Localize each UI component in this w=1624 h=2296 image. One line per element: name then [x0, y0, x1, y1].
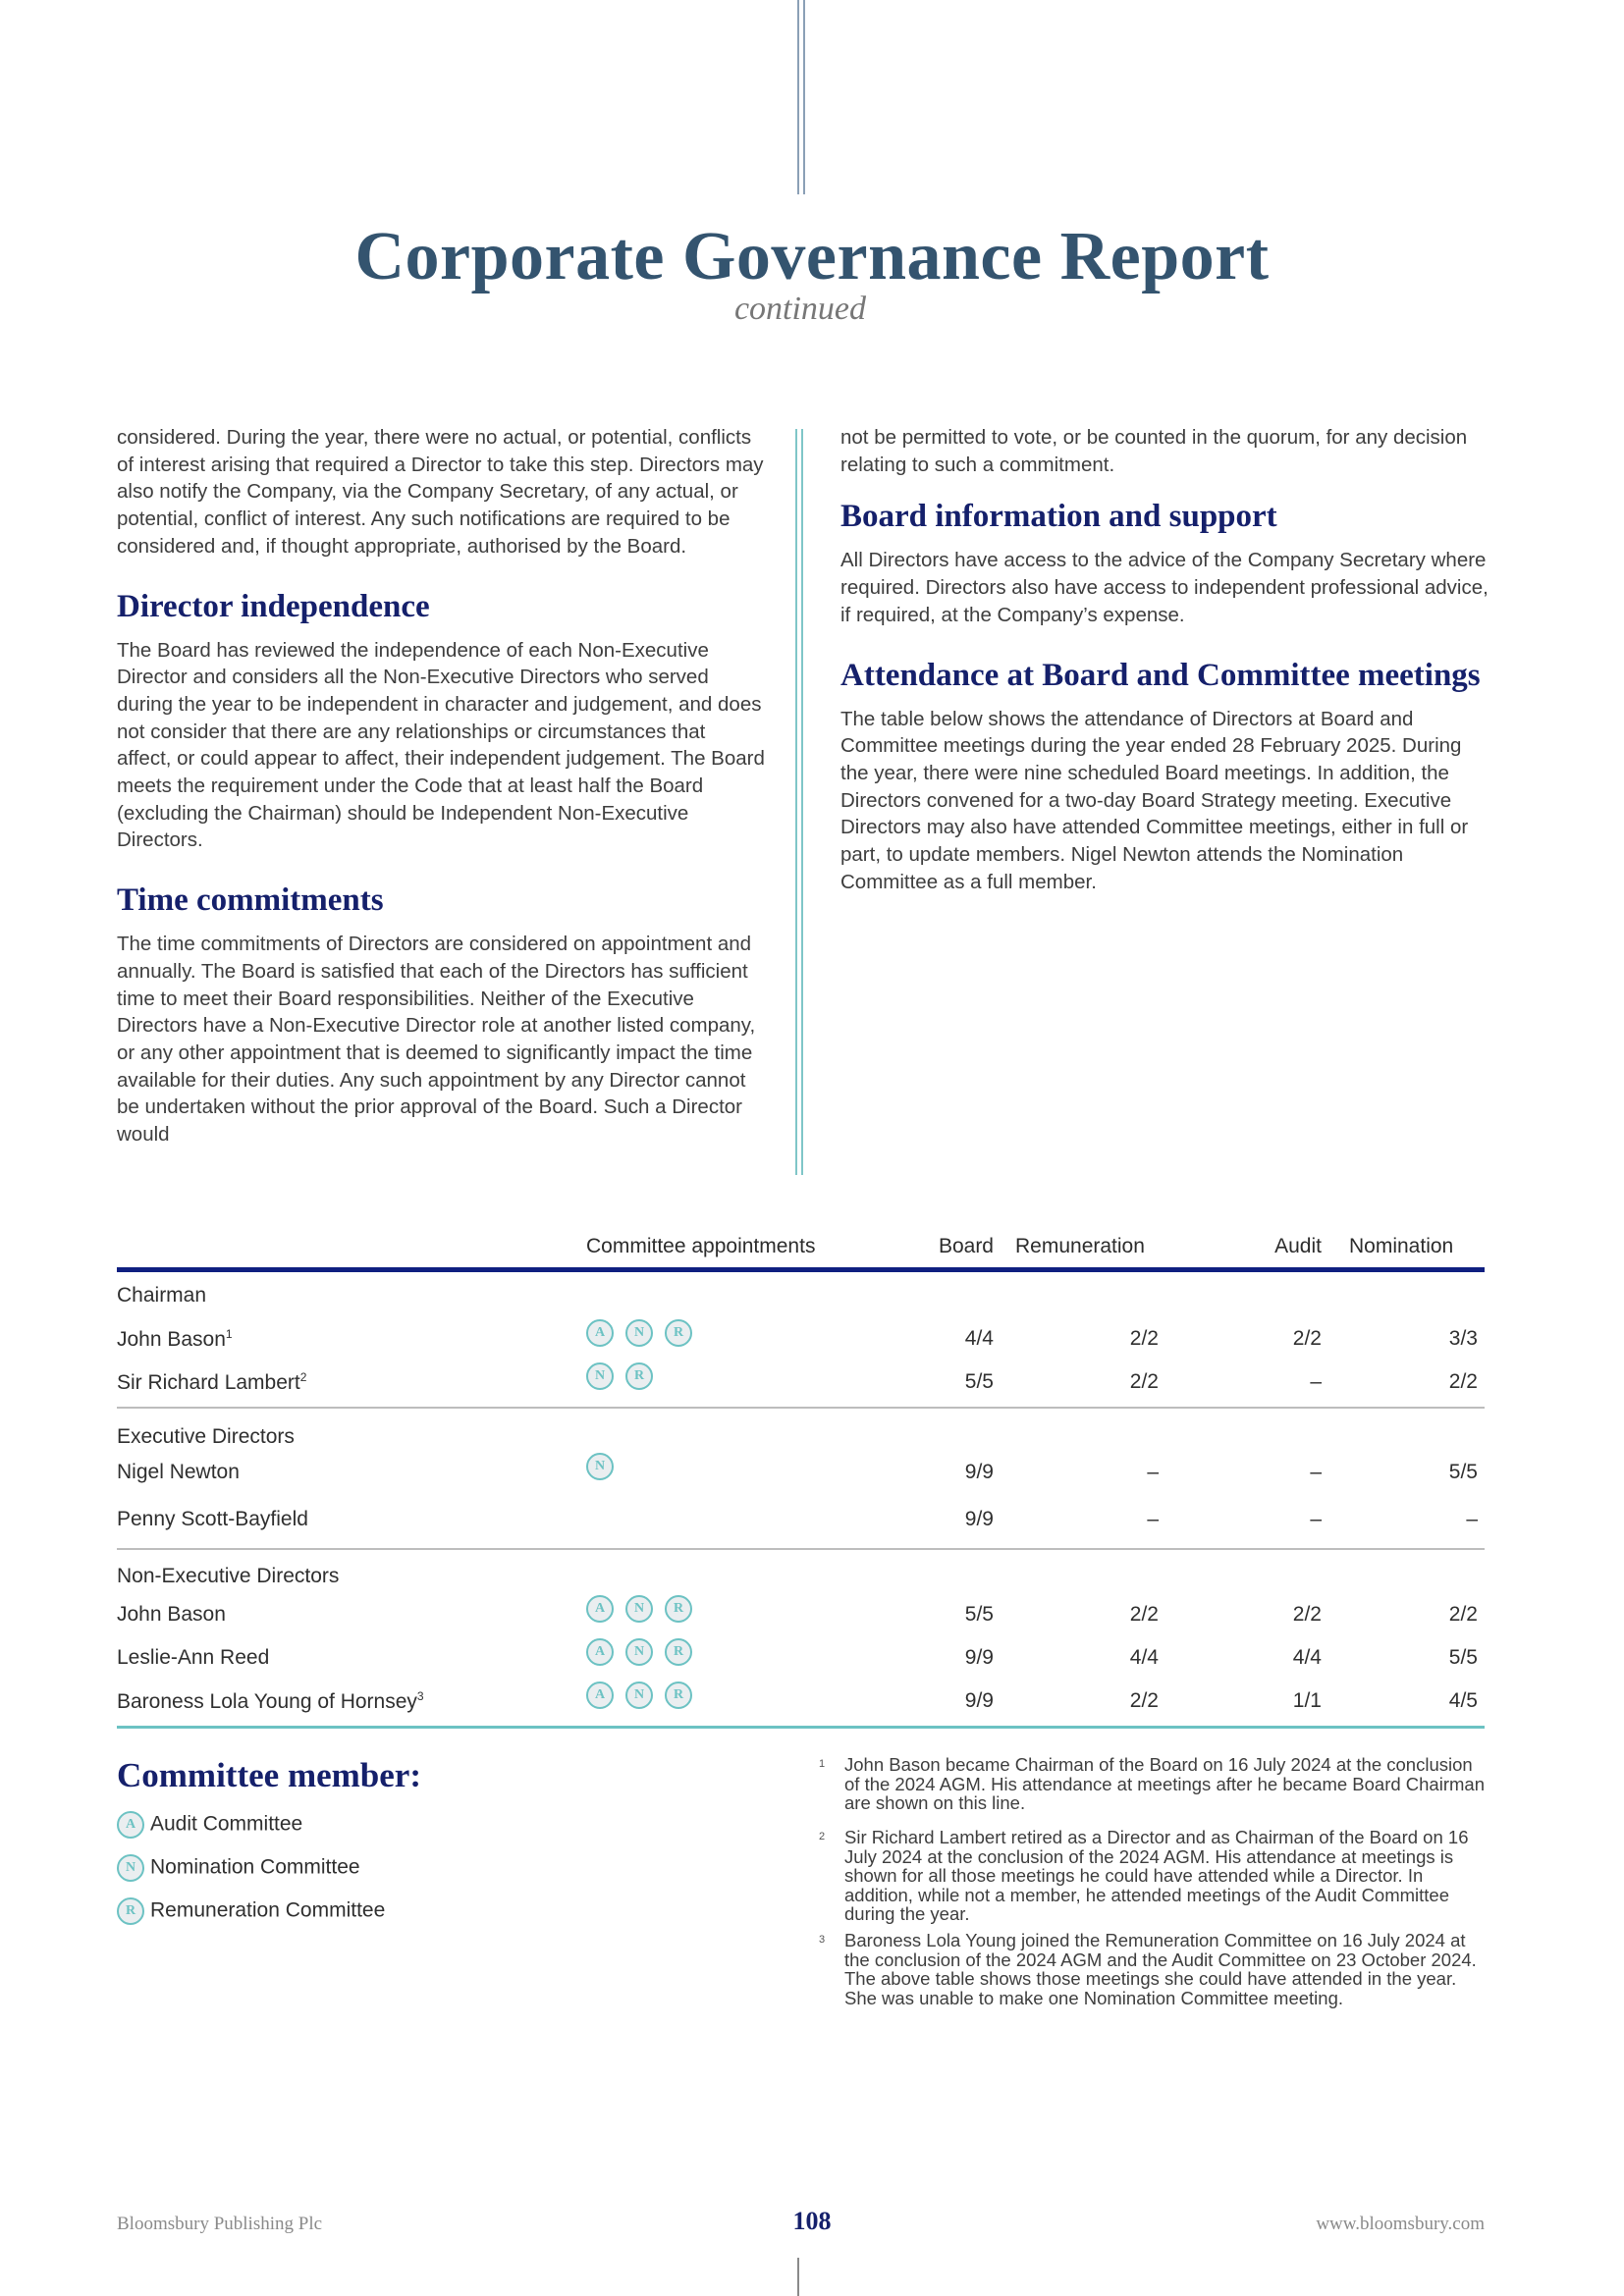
page-title: Corporate Governance Report: [354, 219, 1270, 294]
table-bottom-rule: [117, 1726, 1485, 1729]
top-decorative-line: [797, 0, 799, 194]
section-heading-attendance: Attendance at Board and Committee meetings: [840, 657, 1481, 693]
director-name-text: John Bason: [117, 1603, 226, 1626]
footnote-mark: 3: [819, 1934, 826, 1946]
legend-item-nomination: [117, 1854, 360, 1882]
footnote-reference: 1: [225, 1327, 233, 1341]
committee-badges: [586, 1682, 704, 1709]
nomination-badge-icon: N: [625, 1682, 653, 1709]
nomination-badge-icon: N: [625, 1595, 653, 1623]
footnote-mark: 2: [819, 1831, 826, 1842]
nomination-badge-icon: N: [586, 1362, 614, 1390]
footnote: [819, 1755, 1487, 1813]
audit-attendance: 2/2: [1292, 1327, 1322, 1350]
remuneration-attendance: 2/2: [1129, 1603, 1159, 1626]
footnote: [819, 1828, 1487, 1924]
legend-label: Nomination Committee: [150, 1855, 360, 1879]
section-body-time-commitments: The time commitments of Directors are considered on appointment and annually. The Board is satisfied that each of the Directors has sufficient time to meet their Board responsibilities. Neither of the Executive Directors have a Non-Executive Director role at another listed company, or any other appointment that is deemed to significantly impact the time available for their duties. Any such appointment by any Director cannot be undertaken without the prior approval of the Board. Such a Director would: [117, 933, 756, 1147]
nomination-attendance: 3/3: [1448, 1327, 1478, 1350]
page-number: 108: [792, 2207, 832, 2235]
audit-attendance: –: [1310, 1461, 1322, 1483]
audit-attendance: 1/1: [1292, 1689, 1322, 1712]
committee-badges: [586, 1595, 704, 1623]
remuneration-badge-icon: R: [665, 1319, 692, 1347]
director-name: [117, 1646, 269, 1670]
board-attendance: 5/5: [964, 1370, 994, 1393]
footnote-text: Baroness Lola Young joined the Remuneration Committee on 16 July 2024 at the conclusion of the 2024 AGM and the Audit Committee on 23 October 2024. The above table shows those meetings she could have attended in the year. She was unable to make one Nomination Committee meeting.: [844, 1930, 1477, 2008]
footnote-text: Sir Richard Lambert retired as a Director and as Chairman of the Board on 16 July 2024 at the conclusion of the 2024 AGM. His attendance at meetings is shown for all those meetings he could have attended while a Director. In addition, while not a member, he attended meetings of the Audit Committee during the year.: [844, 1827, 1469, 1924]
remuneration-badge-icon: R: [665, 1682, 692, 1709]
committee-badges: [586, 1362, 665, 1390]
remuneration-attendance: –: [1147, 1508, 1159, 1530]
board-attendance: 5/5: [964, 1603, 994, 1626]
nomination-attendance: 2/2: [1448, 1603, 1478, 1626]
nomination-badge-icon: N: [625, 1638, 653, 1666]
committee-badges: [586, 1453, 625, 1480]
nomination-badge-icon: N: [586, 1453, 614, 1480]
remuneration-attendance: 4/4: [1129, 1646, 1159, 1669]
column-header-committee-appointments: Committee appointments: [586, 1235, 816, 1257]
nomination-badge-icon: N: [625, 1319, 653, 1347]
legend-label: Audit Committee: [150, 1812, 303, 1836]
section-heading-director-independence: Director independence: [117, 588, 430, 624]
column-header-remuneration: Remuneration: [1015, 1235, 1145, 1257]
audit-badge-icon: A: [586, 1638, 614, 1666]
section-body-director-independence: The Board has reviewed the independence of each Non-Executive Director and considers all the Non-Executive Directors who served during the year to be independent in character and judgement, and does not consider that there are any relationships or circumstances that affect, or could appear to affect, their independent judgement. The Board meets the requirement under the Code that at least half the Board (excluding the Chairman) should be Independent Non-Executive Directors.: [117, 638, 765, 852]
board-attendance: 9/9: [964, 1689, 994, 1712]
remuneration-badge-icon: R: [665, 1638, 692, 1666]
nomination-attendance: 2/2: [1448, 1370, 1478, 1393]
left-column: [117, 424, 765, 1148]
section-heading-time-commitments: Time commitments: [117, 882, 384, 919]
director-name: [117, 1689, 424, 1714]
audit-badge-icon: A: [586, 1682, 614, 1709]
board-attendance: 9/9: [964, 1508, 994, 1530]
director-name: [117, 1508, 308, 1531]
director-name: [117, 1327, 233, 1352]
group-label: Chairman: [117, 1284, 207, 1307]
column-header-board: Board: [938, 1235, 994, 1257]
remuneration-committee-badge-icon: R: [117, 1897, 144, 1925]
nomination-attendance: 5/5: [1448, 1461, 1478, 1483]
top-decorative-line: [803, 0, 805, 194]
column-divider: [795, 429, 797, 1175]
column-divider: [801, 429, 803, 1175]
audit-badge-icon: A: [586, 1319, 614, 1347]
audit-attendance: –: [1310, 1508, 1322, 1530]
group-divider: [117, 1548, 1485, 1550]
audit-committee-badge-icon: A: [117, 1811, 144, 1839]
director-name: [117, 1603, 226, 1627]
audit-attendance: –: [1310, 1370, 1322, 1393]
nomination-attendance: 4/5: [1448, 1689, 1478, 1712]
remuneration-badge-icon: R: [665, 1595, 692, 1623]
remuneration-attendance: 2/2: [1129, 1689, 1159, 1712]
footnote-reference: 3: [416, 1689, 424, 1703]
page-subtitle: continued: [733, 291, 867, 327]
group-label: Non-Executive Directors: [117, 1565, 340, 1587]
legend-label: Remuneration Committee: [150, 1898, 386, 1922]
audit-attendance: 2/2: [1292, 1603, 1322, 1626]
column-header-audit: Audit: [1274, 1235, 1322, 1257]
remuneration-attendance: –: [1147, 1461, 1159, 1483]
director-name: [117, 1461, 240, 1484]
intro-paragraph: considered. During the year, there were no actual, or potential, conflicts of interest arising that required a Director to take this step. Directors may also notify the Company, via the Company Secretary, of any actual, or potential, conflict of interest. Any such notifications are required to be considered and, if thought appropriate, authorised by the Board.: [117, 426, 764, 558]
table-header-rule: [117, 1267, 1485, 1272]
committee-badges: [586, 1638, 704, 1666]
group-label: Executive Directors: [117, 1425, 295, 1448]
nomination-attendance: 5/5: [1448, 1646, 1478, 1669]
footnote-text: John Bason became Chairman of the Board on 16 July 2024 at the conclusion of the 2024 AGM. His attendance at meetings after he became Board Chairman are shown on this line.: [844, 1754, 1485, 1813]
section-heading-board-information: Board information and support: [840, 499, 1277, 535]
director-name-text: Leslie-Ann Reed: [117, 1646, 270, 1669]
group-divider: [117, 1407, 1485, 1409]
audit-attendance: 4/4: [1292, 1646, 1322, 1669]
audit-badge-icon: A: [586, 1595, 614, 1623]
director-name-text: Penny Scott-Bayfield: [117, 1508, 308, 1530]
director-name-text: Sir Richard Lambert: [117, 1371, 300, 1394]
board-attendance: 9/9: [964, 1646, 994, 1669]
director-name: [117, 1370, 306, 1395]
legend-heading: Committee member:: [117, 1756, 421, 1794]
footnote-mark: 1: [819, 1758, 826, 1770]
legend-item-audit: [117, 1811, 302, 1839]
column-header-nomination: Nomination: [1349, 1235, 1454, 1257]
legend-item-remuneration: [117, 1897, 385, 1925]
director-name-text: Nigel Newton: [117, 1461, 240, 1483]
right-column: [840, 424, 1489, 895]
remuneration-attendance: 2/2: [1129, 1327, 1159, 1350]
intro-paragraph-right: not be permitted to vote, or be counted in the quorum, for any decision relating to such a commitment.: [840, 426, 1468, 476]
footnote-reference: 2: [299, 1370, 307, 1384]
director-name-text: Baroness Lola Young of Hornsey: [117, 1690, 417, 1713]
footnote: [819, 1931, 1487, 2007]
footer-company-name: Bloomsbury Publishing Plc: [117, 2214, 323, 2234]
section-body-attendance: The table below shows the attendance of Directors at Board and Committee meetings during the year ended 28 February 2025. During the year, there were nine scheduled Board meetings. In addition, the Directors convened for a two-day Board Strategy meeting. Executive Directors may also have attended Committee meetings, either in full or part, to update members. Nigel Newton attends the Nomination Committee as a full member.: [840, 707, 1469, 893]
board-attendance: 9/9: [964, 1461, 994, 1483]
section-body-board-information: All Directors have access to the advice of the Company Secretary where required. Directors also have access to independent professional advice, if required, at the Company’s expense.: [840, 549, 1489, 626]
remuneration-attendance: 2/2: [1129, 1370, 1159, 1393]
director-name-text: John Bason: [117, 1328, 226, 1351]
bottom-decorative-line: [797, 2258, 799, 2296]
nomination-committee-badge-icon: N: [117, 1854, 144, 1882]
footer-website-link[interactable]: www.bloomsbury.com: [1316, 2214, 1485, 2234]
board-attendance: 4/4: [964, 1327, 994, 1350]
remuneration-badge-icon: R: [625, 1362, 653, 1390]
committee-badges: [586, 1319, 704, 1347]
nomination-attendance: –: [1466, 1508, 1478, 1530]
